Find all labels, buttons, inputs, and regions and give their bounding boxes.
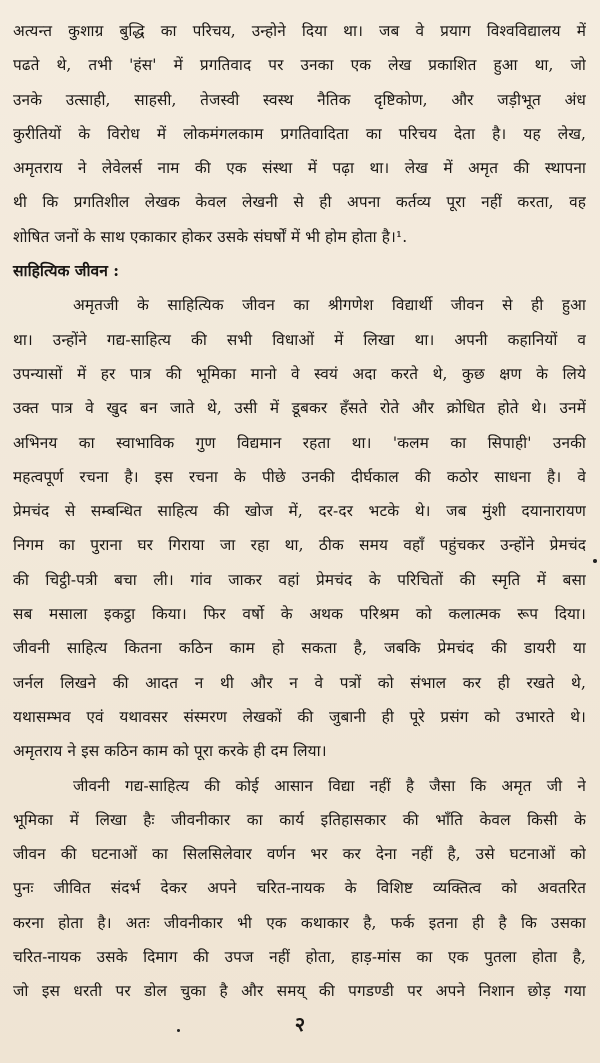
text-line: उनके उत्साही, साहसी, तेजस्वी स्वस्थ नैतिक दृष्टिकोण, और जड़ीभूत अंध xyxy=(13,90,586,109)
text-line: थी कि प्रगतिशील लेखक केवल लेखनी से ही अपना कर्तव्य पूरा नहीं करता, वह xyxy=(13,193,586,212)
page-number: २ xyxy=(294,1012,306,1036)
text-line: अमृतराय ने इस कठिन काम को पूरा करके ही दम लिया। xyxy=(13,742,327,761)
text-line: अमृतजी के साहित्यिक जीवन का श्रीगणेश विद्यार्थी जीवन से ही हुआ xyxy=(73,296,586,315)
text-line: उपन्यासों में हर पात्र की भूमिका मानो वे स्वयं अदा करते थे, कुछ क्षण के लिये xyxy=(13,364,586,383)
text-line: जीवनी गद्य-साहित्य की कोई आसान विद्या नहीं है जैसा कि अमृत जी ने xyxy=(73,776,586,795)
text-line: भूमिका में लिखा हैः जीवनीकार का कार्य इतिहासकार की भाँति केवल किसी के xyxy=(13,810,586,829)
text-line: जर्नल लिखने की आदत न थी और न वे पत्रों को संभाल कर ही रखते थे, xyxy=(13,673,586,692)
section-heading: साहित्यिक जीवन : xyxy=(13,261,120,281)
text-line: प्रेमचंद से सम्बन्धित साहित्य की खोज में, दर-दर भटके थे। जब मुंशी दयानारायण xyxy=(13,502,586,521)
paragraph-1 xyxy=(13,14,586,254)
text-line: करना होता है। अतः जीवनीकार भी एक कथाकार है, फर्क इतना ही है कि उसका xyxy=(13,913,586,932)
text-line: पढते थे, तभी 'हंस' में प्रगतिवाद पर उनका एक लेख प्रकाशित हुआ था, जो xyxy=(13,56,586,75)
text-line: सब मसाला इकट्ठा किया। फिर वर्षो के अथक परिश्रम को कलात्मक रूप दिया। xyxy=(13,605,586,624)
paragraph-2 xyxy=(13,288,586,768)
text-line: यथासम्भव एवं यथावसर संस्मरण लेखकों की जुबानी ही पूरे प्रसंग को उभारते थे। xyxy=(13,707,586,726)
text-line: अभिनय का स्वाभाविक गुण विद्यमान रहता था। 'कलम का सिपाही' उनकी xyxy=(13,433,586,452)
text-line: अमृतराय ने लेवेलर्स नाम की एक संस्था में पढ़ा था। लेख में अमृत की स्थापना xyxy=(13,159,586,178)
text-line: चरित-नायक उसके दिमाग की उपज नहीं होता, हाड़-मांस का एक पुतला होता है, xyxy=(13,948,586,967)
text-line: पुनः जीवित संदर्भ देकर अपने चरित-नायक के विशिष्ट व्यक्तित्व को अवतरित xyxy=(13,879,586,898)
text-line: महत्वपूर्ण रचना है। इस रचना के पीछे उनकी दीर्घकाल की कठोर साधना है। वे xyxy=(13,467,586,486)
paragraph-3 xyxy=(13,769,586,1009)
text-line: जीवनी साहित्य कितना कठिन काम हो सकता है, जबकि प्रेमचंद की डायरी या xyxy=(13,639,586,658)
text-line: अत्यन्त कुशाग्र बुद्धि का परिचय, उन्होने दिया था। जब वे प्रयाग विश्वविद्यालय में xyxy=(13,22,586,40)
text-line: जो इस धरती पर डोल चुका है और समय् की पगडण्डी पर अपने निशान छोड़ गया xyxy=(13,982,586,1001)
text-line: था। उन्होंने गद्य-साहित्य की सभी विधाओं में लिखा था। अपनी कहानियों व xyxy=(13,330,586,349)
text-line: कुरीतियों के विरोध में लोकमंगलकाम प्रगतिवादिता का परिचय देता है। यह लेख, xyxy=(13,124,586,143)
text-line: शोषित जनों के साथ एकाकार होकर उसके संघर्षों में भी होम होता है।¹. xyxy=(13,227,408,246)
text-line: की चिट्ठी-पत्री बचा ली। गांव जाकर वहां प्रेमचंद के परिचितों की स्मृति में बसा xyxy=(13,570,586,589)
stray-dot-mark xyxy=(593,559,597,563)
text-line: जीवन की घटनाओं का सिलसिलेवार वर्णन भर कर देना नहीं है, उसे घटनाओं को xyxy=(13,845,586,864)
text-line: उक्त पात्र वे खुद बन जाते थे, उसी में डूबकर हँसते रोते और क्रोधित होते थे। उनमें xyxy=(13,399,586,418)
text-line: निगम का पुराना घर गिराया जा रहा था, ठीक समय वहाँ पहुंचकर उन्होंने प्रेमचंद xyxy=(13,536,586,555)
